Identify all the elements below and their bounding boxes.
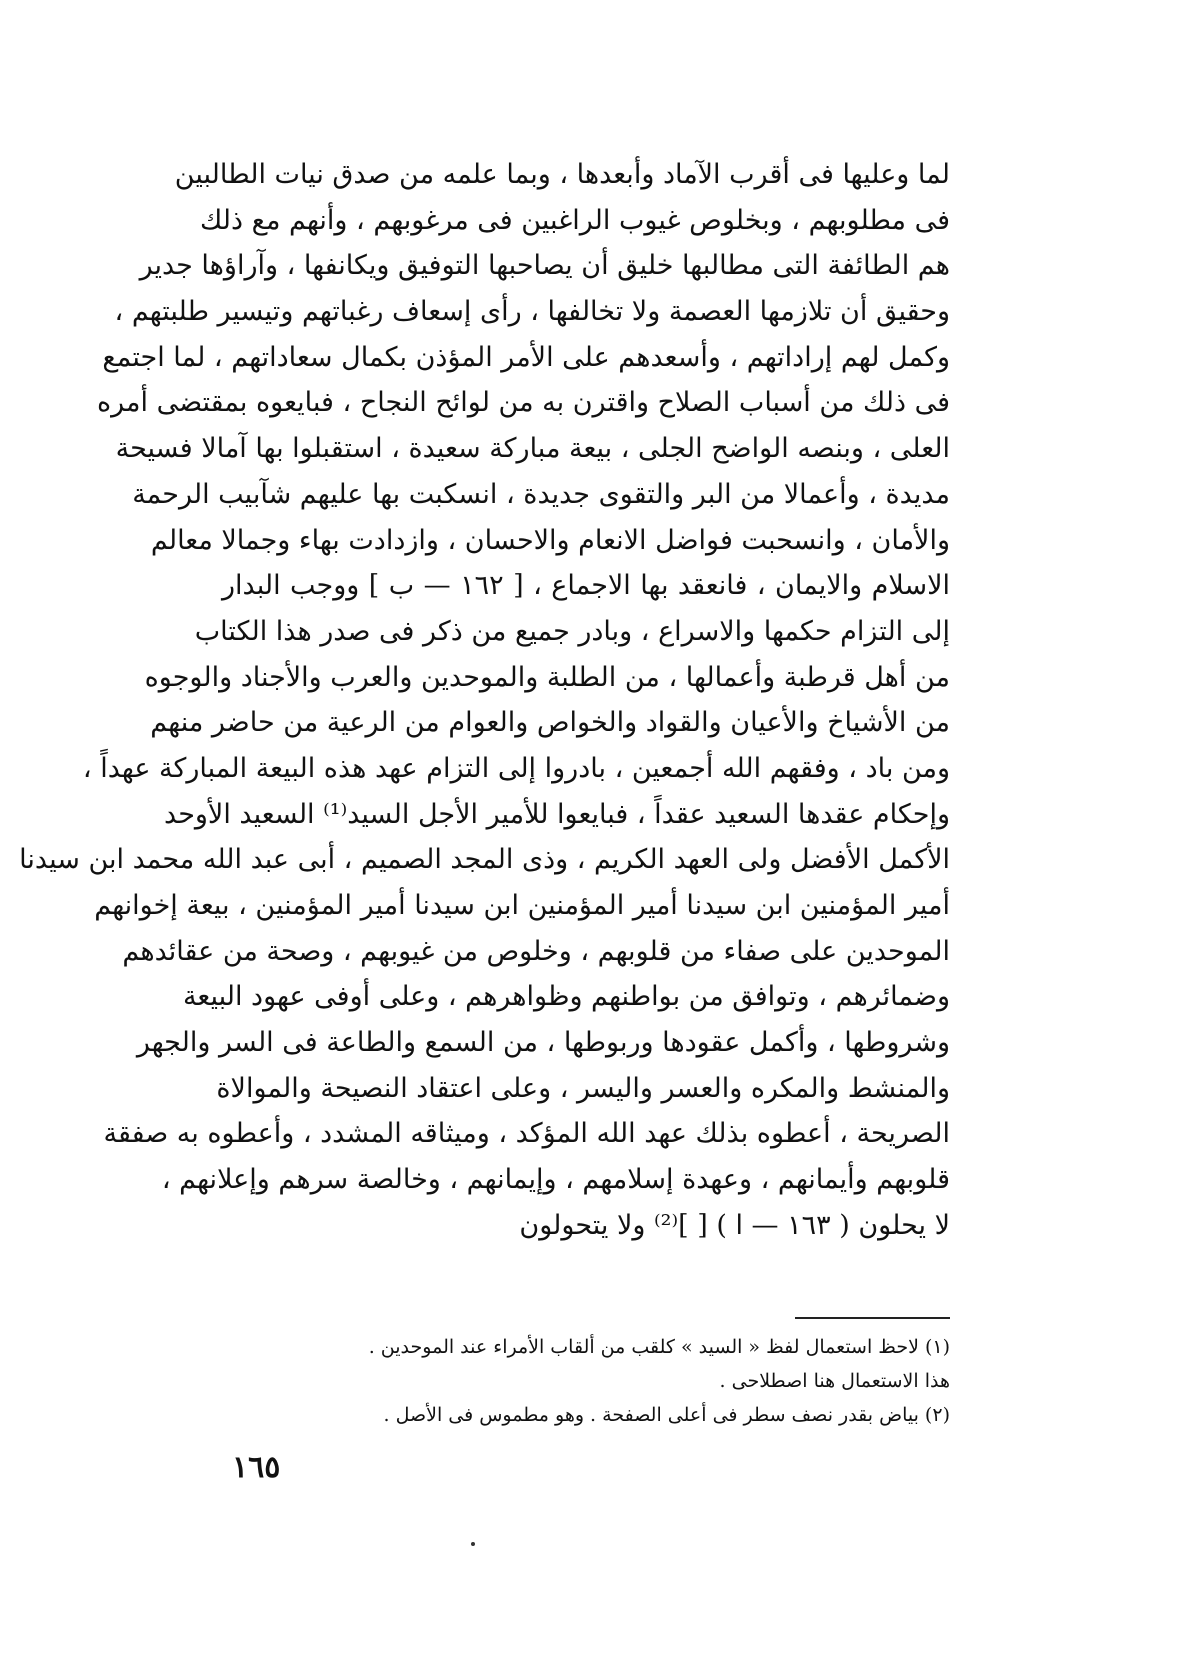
text-line: أمير المؤمنين ابن سيدنا أمير المؤمنين ابن سيدنا أمير المؤمنين ، بيعة إخوانهم [94, 890, 950, 921]
text-line: العلى ، وبنصه الواضح الجلى ، بيعة مباركة سعيدة ، استقبلوا بها آمالا فسيحة [115, 433, 950, 465]
text-line: الموحدين على صفاء من قلوبهم ، وخلوص من غيوبهم ، وصحة من عقائدهم [122, 935, 950, 967]
footnote-1: (١) لاحظ استعمال لفظ « السيد » كلقب من ألقاب الأمراء عند الموحدين . [368, 1336, 950, 1358]
text-line: فى ذلك من أسباب الصلاح واقترن به من لوائح النجاح ، فبايعوه بمقتضى أمره [97, 387, 950, 419]
text-line: قلوبهم وأيمانهم ، وعهدة إسلامهم ، وإيمانهم ، وخالصة سرهم وإعلانهم ، [161, 1164, 950, 1196]
text-line: الصريحة ، أعطوه بذلك عهد الله المؤكد ، وميثاقه المشدد ، وأعطوه به صفقة [103, 1118, 950, 1150]
text-line: وضمائرهم ، وتوافق من بواطنهم وظواهرهم ، وعلى أوفى عهود البيعة [182, 981, 950, 1013]
text-line: مديدة ، وأعمالا من البر والتقوى جديدة ، انسكبت بها عليهم شآبيب الرحمة [132, 478, 950, 510]
footnote-2: (٢) بياض بقدر نصف سطر فى أعلى الصفحة . وهو مطموس فى الأصل . [383, 1404, 950, 1426]
text-line: الاسلام والايمان ، فانعقد بها الاجماع ، [ ١٦٢ — ب ] ووجب البدار [222, 570, 950, 602]
main-text-block [19, 152, 950, 1249]
text-line: والأمان ، وانسحبت فواضل الانعام والاحسان ، وازدادت بهاء وجمالا معالم [150, 524, 950, 556]
text-line: فى مطلوبهم ، وبخلوص غيوب الراغبين فى مرغوبهم ، وأنهم مع ذلك [200, 204, 950, 236]
footnotes-block [250, 1330, 950, 1432]
scan-speck [471, 1542, 475, 1546]
footnote-1-continuation: هذا الاستعمال هنا اصطلاحى . [719, 1370, 950, 1392]
text-line: وشروطها ، وأكمل عقودها وربوطها ، من السمع والطاعة فى السر والجهر [136, 1027, 950, 1059]
text-line: من أهل قرطبة وأعمالها ، من الطلبة والموحدين والعرب والأجناد والوجوه [144, 661, 950, 693]
text-line: الأكمل الأفضل ولى العهد الكريم ، وذى المجد الصميم ، أبى عبد الله محمد ابن سيدنا [19, 844, 950, 876]
text-line: لا يحلون ( ١٦٣ — ا ) [ ]⁽²⁾ ولا يتحولون [519, 1209, 950, 1241]
text-line: من الأشياخ والأعيان والقواد والخواص والعوام من الرعية من حاضر منهم [150, 707, 950, 739]
text-line: وحقيق أن تلازمها العصمة ولا تخالفها ، رأى إسعاف رغباتهم وتيسير طلبتهم ، [114, 296, 950, 328]
page-number: ١٦٥ [232, 1450, 281, 1485]
footnote-divider [795, 1317, 950, 1319]
text-line: إلى التزام حكمها والاسراع ، وبادر جميع من ذكر فى صدر هذا الكتاب [194, 615, 950, 647]
text-line: وكمل لهم إراداتهم ، وأسعدهم على الأمر المؤذن بكمال سعاداتهم ، لما اجتمع [102, 341, 950, 373]
text-line: لما وعليها فى أقرب الآماد وأبعدها ، وبما علمه من صدق نيات الطالبين [174, 159, 950, 190]
text-line: والمنشط والمكره والعسر واليسر ، وعلى اعتقاد النصيحة والموالاة [216, 1072, 950, 1104]
text-line: هم الطائفة التى مطالبها خليق أن يصاحبها التوفيق ويكانفها ، وآراؤها جدير [139, 250, 950, 282]
text-line: وإحكام عقدها السعيد عقداً ، فبايعوا للأمير الأجل السيد⁽¹⁾ السعيد الأوحد [164, 798, 950, 830]
text-line: ومن باد ، وفقهم الله أجمعين ، بادروا إلى التزام عهد هذه البيعة المباركة عهداً ، [82, 752, 950, 784]
